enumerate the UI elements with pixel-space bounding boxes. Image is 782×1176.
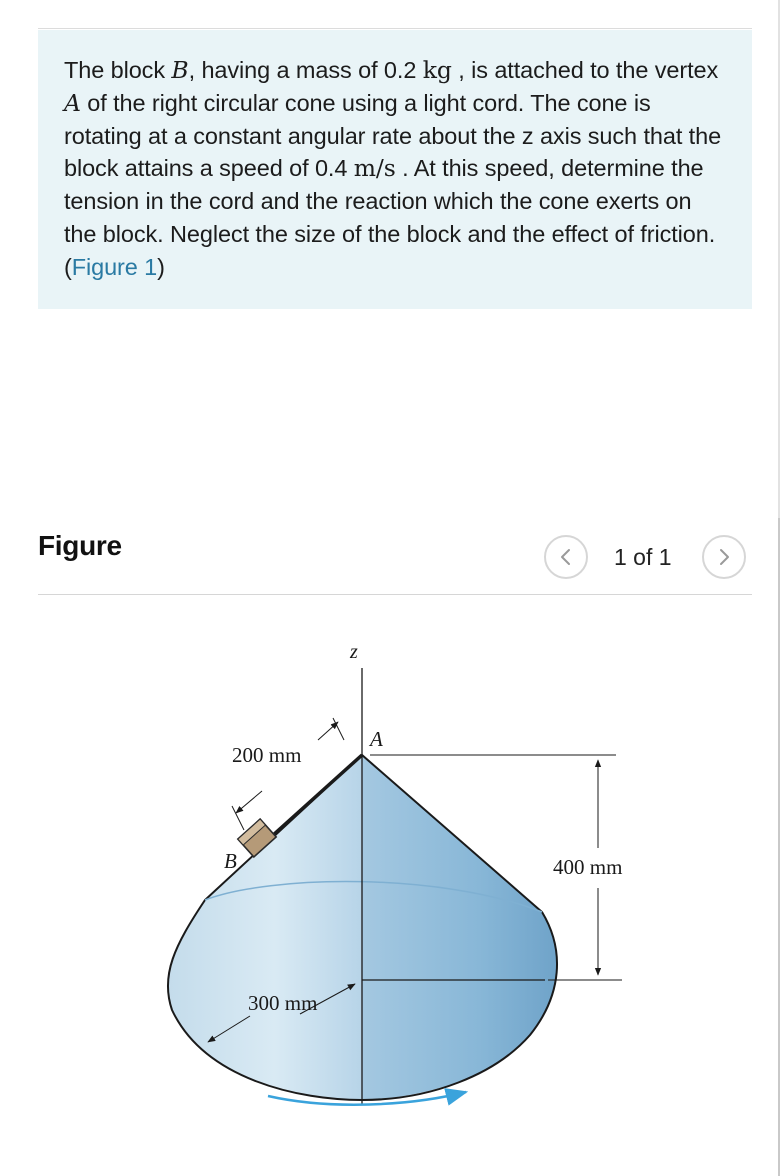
radius-label: 300 mm xyxy=(248,991,318,1015)
vertex-label-A: A xyxy=(370,727,383,751)
variable-A: A xyxy=(64,88,81,117)
problem-statement-box xyxy=(38,30,752,309)
cone-right-face xyxy=(362,755,557,1100)
next-figure-button[interactable] xyxy=(702,535,746,579)
top-divider xyxy=(38,28,752,29)
unit-kg: kg xyxy=(422,56,452,84)
figure-pager: 1 of 1 xyxy=(614,544,672,570)
figure-1-link[interactable]: Figure 1 xyxy=(71,253,158,280)
previous-figure-button[interactable] xyxy=(544,535,588,579)
figure-divider xyxy=(38,594,752,595)
cord-length-label: 200 mm xyxy=(232,743,302,767)
cord-dim-arrow-top xyxy=(318,722,338,740)
z-axis-label: z xyxy=(350,641,358,663)
problem-text: The block B, having a mass of 0.2 kg , is attached to the vertex A of the right circular cone using a light cord. The cone is rotating at a constant angular rate about the z axis such that the block attains a speed of 0.4 m/s . At this speed, determine the tension in the cord and the reaction which the cone exerts on the block. Neglect the size of the block and the effect of friction. (Figure 1) xyxy=(64,56,722,280)
block-label-B: B xyxy=(224,849,237,873)
cord-dim-extension-bottom xyxy=(232,806,244,830)
cone-left-face xyxy=(168,755,362,1100)
cord-dim-extension-top xyxy=(333,718,344,740)
cone-figure xyxy=(0,600,782,1176)
figure-heading: Figure xyxy=(38,530,122,561)
chevron-right-icon xyxy=(717,547,731,567)
height-label: 400 mm xyxy=(553,855,623,879)
cord-dim-arrow-bottom xyxy=(236,791,262,813)
chevron-left-icon xyxy=(559,547,573,567)
unit-m-per-s: m/s xyxy=(353,154,396,183)
variable-B: B xyxy=(171,56,189,84)
